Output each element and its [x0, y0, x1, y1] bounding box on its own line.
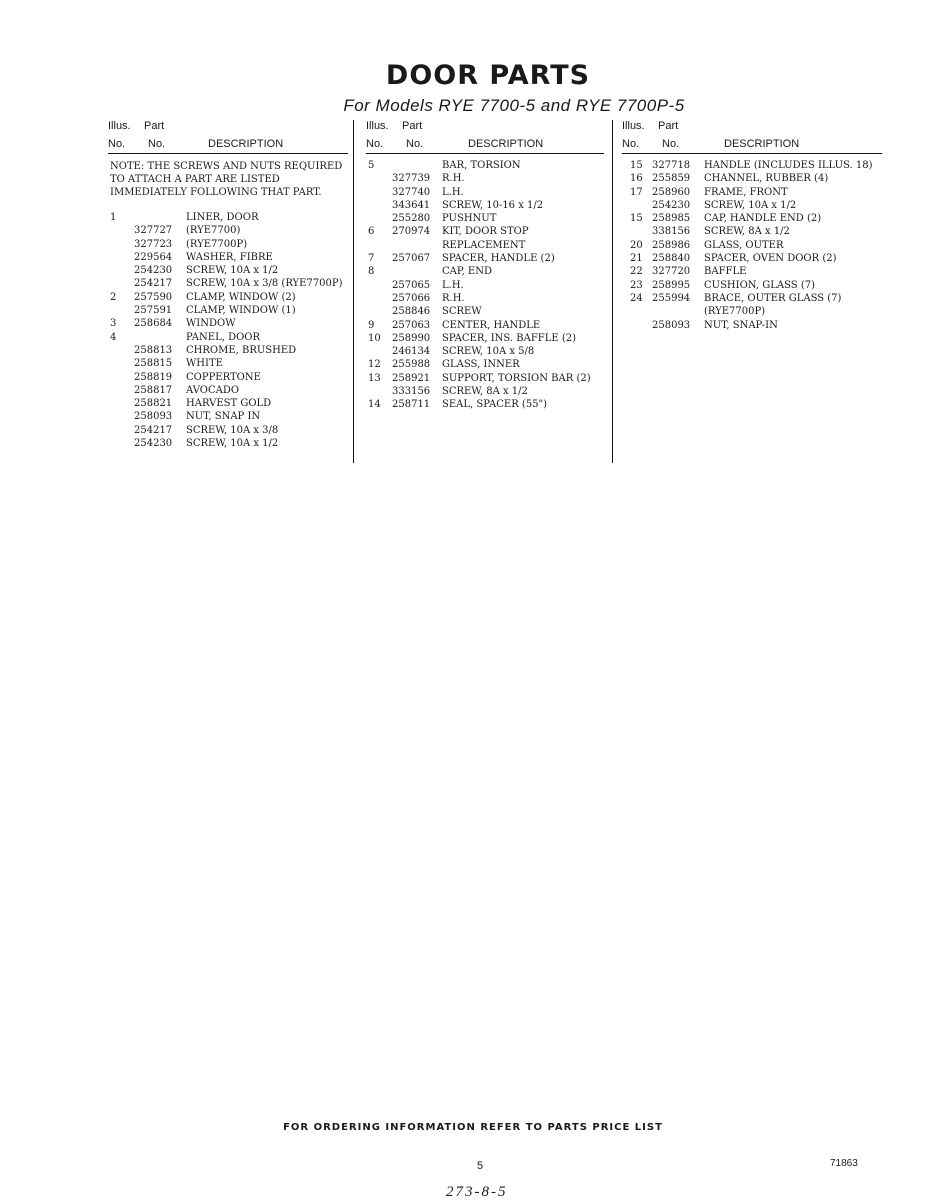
illus-number: 17	[630, 186, 643, 198]
part-number: 254217	[134, 424, 173, 436]
part-description: BAR, TORSION	[442, 160, 521, 171]
column-header	[622, 120, 882, 154]
illus-number: 10	[368, 332, 381, 344]
part-number: 258840	[652, 253, 691, 265]
part-description: SCREW, 8A x 1/2	[704, 226, 790, 238]
part-number: 327718	[652, 160, 691, 171]
parts-row	[108, 225, 348, 238]
parts-list	[622, 160, 882, 333]
part-description: SUPPORT, TORSION BAR (2)	[442, 372, 591, 384]
part-number: 258990	[392, 332, 431, 344]
part-description: L.H.	[442, 186, 464, 198]
part-description: COPPERTONE	[186, 371, 261, 383]
part-number: 254230	[134, 438, 173, 450]
part-number: 254230	[134, 265, 173, 277]
part-description: SCREW, 8A x 1/2	[442, 386, 528, 398]
part-number: 258093	[134, 411, 173, 423]
part-number: 258684	[134, 318, 173, 330]
parts-row	[366, 160, 604, 173]
header-rule	[108, 153, 348, 154]
part-description: PANEL, DOOR	[186, 331, 261, 343]
part-number: 258817	[134, 384, 173, 396]
parts-row	[108, 318, 348, 331]
parts-row	[366, 213, 604, 226]
page-title: DOOR PARTS	[385, 60, 591, 91]
parts-row	[108, 305, 348, 318]
column-header	[366, 120, 604, 154]
part-number: 255859	[652, 173, 691, 185]
part-description: SCREW, 10A x 5/8	[442, 346, 535, 358]
part-number: 257063	[392, 319, 431, 331]
part-description: SPACER, HANDLE (2)	[442, 253, 555, 265]
part-description: CHROME, BRUSHED	[186, 344, 297, 356]
illus-number: 24	[630, 292, 643, 304]
part-no-header: No.	[662, 138, 680, 150]
part-number: 258813	[134, 344, 173, 356]
parts-row	[108, 278, 348, 291]
page-subtitle: For Models RYE 7700-5 and RYE 7700P-5	[343, 96, 685, 115]
part-description: REPLACEMENT	[442, 239, 526, 251]
parts-row	[622, 293, 882, 306]
ordering-info-footer: FOR ORDERING INFORMATION REFER TO PARTS PRICE LIST	[283, 1122, 663, 1133]
parts-row	[366, 200, 604, 213]
part-description: WASHER, FIBRE	[186, 251, 273, 263]
part-description: PUSHNUT	[442, 213, 497, 225]
part-description: CAP, HANDLE END (2)	[704, 213, 822, 225]
illus-number: 2	[110, 291, 117, 303]
description-header: DESCRIPTION	[208, 138, 284, 150]
part-number: 254230	[652, 199, 691, 211]
part-description: NUT, SNAP-IN	[704, 319, 778, 331]
part-description: FRAME, FRONT	[704, 186, 788, 198]
illus-no-header: No.	[366, 138, 384, 150]
illus-number: 3	[110, 318, 117, 330]
parts-row	[366, 187, 604, 200]
part-description: WHITE	[186, 358, 223, 370]
parts-rows	[622, 160, 882, 333]
parts-row	[622, 160, 882, 173]
header-rule	[622, 153, 882, 154]
illus-number: 23	[630, 279, 643, 291]
illus-number: 16	[630, 173, 643, 185]
handwritten-note: 273-8-5	[446, 1184, 508, 1200]
part-description: CAP, END	[442, 266, 492, 278]
header-rule	[366, 153, 604, 154]
column-divider	[353, 120, 354, 463]
parts-row	[622, 306, 882, 319]
parts-row	[366, 346, 604, 359]
parts-row	[366, 293, 604, 306]
parts-row	[622, 280, 882, 293]
part-number: 258921	[392, 372, 431, 384]
part-number: 258815	[134, 358, 173, 370]
parts-row	[622, 226, 882, 239]
parts-row	[366, 253, 604, 266]
part-number: 338156	[652, 226, 691, 238]
part-number: 258093	[652, 319, 691, 331]
part-description: BRACE, OUTER GLASS (7)	[704, 292, 842, 304]
part-description: CUSHION, GLASS (7)	[704, 279, 815, 291]
parts-row	[108, 252, 348, 265]
part-no-header: No.	[406, 138, 424, 150]
part-description: SCREW, 10-16 x 1/2	[442, 199, 544, 211]
illus-number: 13	[368, 372, 381, 384]
illus-number: 22	[630, 266, 643, 278]
part-number: 255988	[392, 359, 431, 371]
parts-column-1	[108, 120, 348, 450]
parts-row	[108, 292, 348, 305]
parts-row	[622, 187, 882, 200]
parts-row	[622, 320, 882, 333]
illus-number: 21	[630, 253, 643, 265]
parts-row	[366, 333, 604, 346]
part-number: 270974	[392, 226, 431, 238]
part-header-label: Part	[144, 120, 165, 132]
part-number: 258846	[392, 306, 431, 318]
part-description: R.H.	[442, 173, 465, 185]
parts-row	[108, 345, 348, 358]
parts-row	[622, 173, 882, 186]
part-description: SCREW, 10A x 1/2	[704, 199, 797, 211]
illus-header-label: Illus.	[108, 120, 131, 132]
parts-row	[108, 265, 348, 278]
parts-row	[366, 320, 604, 333]
parts-row	[108, 385, 348, 398]
parts-row	[366, 306, 604, 319]
parts-row	[366, 280, 604, 293]
part-number: 255280	[392, 213, 431, 225]
parts-row	[366, 173, 604, 186]
description-header: DESCRIPTION	[468, 138, 544, 150]
part-number: 327740	[392, 186, 431, 198]
part-number: 257065	[392, 279, 431, 291]
illus-number: 14	[368, 399, 381, 411]
parts-row	[622, 240, 882, 253]
parts-column-3	[622, 120, 882, 331]
column-header	[108, 120, 348, 154]
part-number: 257591	[134, 305, 173, 317]
part-description: BAFFLE	[704, 266, 747, 278]
part-description: KIT, DOOR STOP	[442, 226, 529, 238]
part-number: 258821	[134, 398, 173, 410]
part-description: SCREW, 10A x 1/2	[186, 438, 279, 450]
parts-rows	[108, 212, 348, 451]
part-number: 254217	[134, 278, 173, 290]
part-header-label: Part	[658, 120, 679, 132]
parts-row	[108, 438, 348, 451]
part-description: SPACER, INS. BAFFLE (2)	[442, 332, 577, 344]
part-description: R.H.	[442, 292, 465, 304]
part-number: 258960	[652, 186, 691, 198]
illus-number: 9	[368, 319, 375, 331]
illus-no-header: No.	[108, 138, 126, 150]
parts-column-2	[366, 120, 604, 411]
illus-no-header: No.	[622, 138, 640, 150]
parts-row	[366, 373, 604, 386]
part-description: WINDOW	[186, 318, 236, 330]
parts-row	[622, 200, 882, 213]
part-description: CLAMP, WINDOW (1)	[186, 305, 296, 317]
parts-row	[366, 359, 604, 372]
part-number: 258711	[392, 399, 431, 411]
part-number: 258819	[134, 371, 173, 383]
parts-row	[108, 398, 348, 411]
part-description: SPACER, OVEN DOOR (2)	[704, 253, 837, 265]
part-description: SCREW, 10A x 1/2	[186, 265, 279, 277]
illus-number: 20	[630, 239, 643, 251]
part-description: GLASS, INNER	[442, 359, 520, 371]
part-description: SEAL, SPACER (55")	[442, 399, 548, 411]
part-no-header: No.	[148, 138, 166, 150]
parts-row	[366, 399, 604, 412]
illus-number: 6	[368, 226, 375, 238]
parts-row	[622, 253, 882, 266]
part-number: 333156	[392, 386, 431, 398]
part-description: HARVEST GOLD	[186, 398, 272, 410]
column-divider	[612, 120, 613, 463]
part-number: 327720	[652, 266, 691, 278]
part-description: CENTER, HANDLE	[442, 319, 541, 331]
parts-row	[108, 425, 348, 438]
parts-row	[108, 358, 348, 371]
parts-list	[366, 160, 604, 413]
illus-number: 1	[110, 212, 117, 223]
part-number: 257590	[134, 291, 173, 303]
part-number: 257067	[392, 253, 431, 265]
part-number: 343641	[392, 199, 431, 211]
parts-row	[108, 411, 348, 424]
part-description: NUT, SNAP IN	[186, 411, 261, 423]
parts-row	[366, 240, 604, 253]
part-description: (RYE7700P)	[186, 238, 248, 250]
part-number: 257066	[392, 292, 431, 304]
parts-row	[366, 226, 604, 239]
part-number: 258995	[652, 279, 691, 291]
parts-list	[108, 160, 348, 451]
document-number: 71863	[830, 1158, 858, 1169]
part-number: 327739	[392, 173, 431, 185]
illus-number: 15	[630, 160, 643, 171]
part-description: LINER, DOOR	[186, 212, 259, 223]
part-description: (RYE7700P)	[704, 306, 766, 318]
parts-row	[108, 212, 348, 225]
part-number: 255994	[652, 292, 691, 304]
parts-row	[622, 266, 882, 279]
part-description: SCREW, 10A x 3/8 (RYE7700P)	[186, 278, 343, 290]
part-number: 258985	[652, 213, 691, 225]
parts-row	[108, 372, 348, 385]
illus-header-label: Illus.	[622, 120, 645, 132]
part-number: 229564	[134, 251, 173, 263]
illus-number: 5	[368, 160, 375, 171]
part-number: 246134	[392, 346, 431, 358]
part-number: 258986	[652, 239, 691, 251]
illus-number: 15	[630, 213, 643, 225]
screws-note: NOTE: THE SCREWS AND NUTS REQUIRED TO ATTACH A PART ARE LISTED IMMEDIATELY FOLLOWING THAT PART.	[110, 161, 343, 198]
part-description: L.H.	[442, 279, 464, 291]
part-description: AVOCADO	[186, 384, 240, 396]
description-header: DESCRIPTION	[724, 138, 800, 150]
part-description: GLASS, OUTER	[704, 239, 784, 251]
part-number: 327727	[134, 225, 173, 237]
part-description: SCREW	[442, 306, 482, 318]
part-description: CLAMP, WINDOW (2)	[186, 291, 296, 303]
illus-header-label: Illus.	[366, 120, 389, 132]
parts-row	[366, 386, 604, 399]
parts-row	[622, 213, 882, 226]
parts-rows	[366, 160, 604, 413]
part-description: (RYE7700)	[186, 225, 241, 237]
illus-number: 4	[110, 331, 117, 343]
part-number: 327723	[134, 238, 173, 250]
part-description: SCREW, 10A x 3/8	[186, 424, 279, 436]
parts-row	[108, 239, 348, 252]
illus-number: 12	[368, 359, 381, 371]
illus-number: 8	[368, 266, 375, 278]
parts-row	[108, 332, 348, 345]
part-header-label: Part	[402, 120, 423, 132]
part-description: HANDLE (INCLUDES ILLUS. 18)	[704, 160, 873, 171]
parts-row	[366, 266, 604, 279]
part-description: CHANNEL, RUBBER (4)	[704, 173, 829, 185]
page-number: 5	[477, 1160, 484, 1172]
illus-number: 7	[368, 253, 375, 265]
